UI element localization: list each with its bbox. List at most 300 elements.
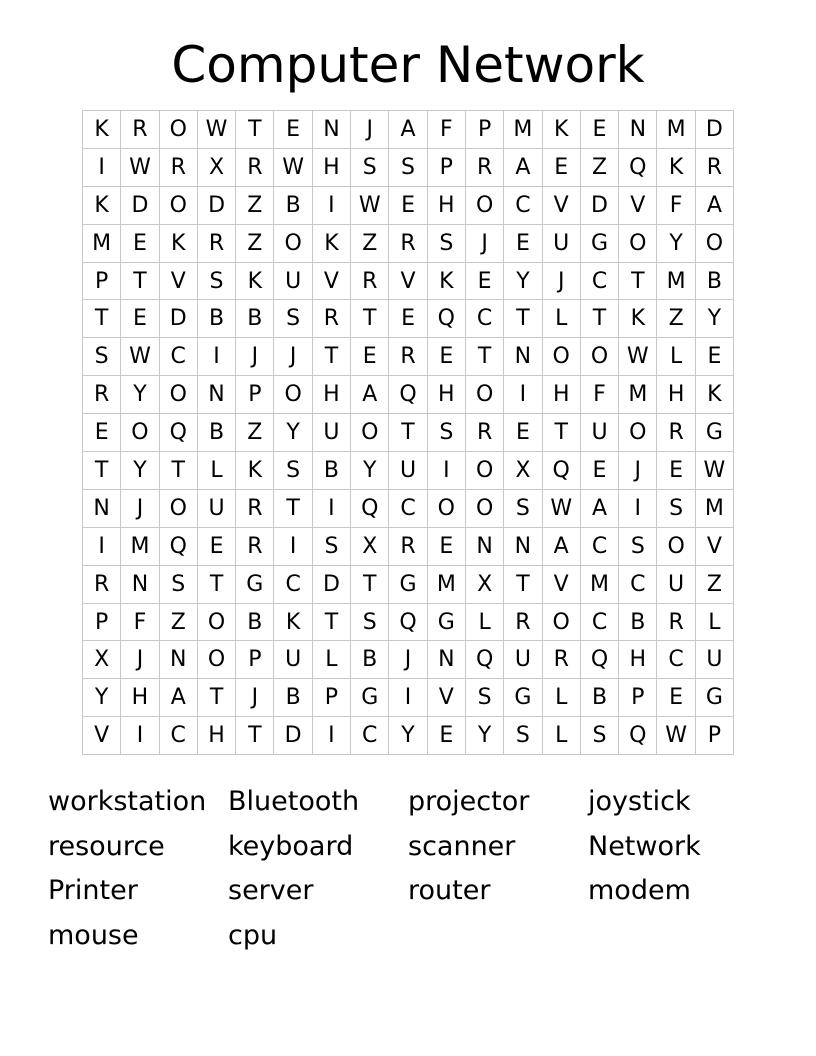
grid-letter: P bbox=[619, 679, 657, 717]
grid-letter: G bbox=[389, 565, 427, 603]
grid-letter: S bbox=[274, 452, 312, 490]
grid-letter: R bbox=[542, 641, 580, 679]
grid-letter: I bbox=[389, 679, 427, 717]
grid-letter: E bbox=[580, 452, 618, 490]
grid-letter: O bbox=[542, 338, 580, 376]
grid-letter: V bbox=[312, 262, 350, 300]
grid-letter: K bbox=[236, 262, 274, 300]
word-list-item: Network bbox=[588, 830, 701, 862]
grid-letter: U bbox=[389, 452, 427, 490]
grid-letter: H bbox=[619, 641, 657, 679]
grid-letter: R bbox=[83, 376, 121, 414]
grid-letter: X bbox=[504, 452, 542, 490]
grid-letter: Y bbox=[657, 224, 695, 262]
grid-letter: B bbox=[274, 186, 312, 224]
grid-letter: L bbox=[695, 603, 733, 641]
grid-letter: M bbox=[619, 376, 657, 414]
grid-letter: V bbox=[83, 717, 121, 755]
grid-letter: R bbox=[657, 603, 695, 641]
word-search-grid bbox=[82, 110, 734, 755]
grid-row bbox=[83, 489, 734, 527]
grid-letter: S bbox=[83, 338, 121, 376]
grid-letter: A bbox=[542, 527, 580, 565]
grid-letter: S bbox=[159, 565, 197, 603]
grid-letter: E bbox=[465, 262, 503, 300]
grid-letter: L bbox=[465, 603, 503, 641]
grid-letter: W bbox=[695, 452, 733, 490]
grid-row bbox=[83, 452, 734, 490]
grid-letter: O bbox=[465, 376, 503, 414]
grid-letter: Q bbox=[465, 641, 503, 679]
grid-letter: S bbox=[312, 527, 350, 565]
grid-letter: E bbox=[504, 414, 542, 452]
grid-letter: M bbox=[427, 565, 465, 603]
grid-letter: T bbox=[83, 300, 121, 338]
grid-letter: K bbox=[274, 603, 312, 641]
grid-letter: D bbox=[580, 186, 618, 224]
grid-letter: Y bbox=[121, 452, 159, 490]
grid-letter: O bbox=[657, 527, 695, 565]
grid-letter: L bbox=[312, 641, 350, 679]
grid-row bbox=[83, 111, 734, 149]
grid-letter: T bbox=[351, 300, 389, 338]
grid-letter: B bbox=[619, 603, 657, 641]
word-list-item: modem bbox=[588, 875, 691, 907]
grid-letter: E bbox=[657, 679, 695, 717]
grid-letter: C bbox=[580, 603, 618, 641]
grid-letter: R bbox=[389, 527, 427, 565]
grid-letter: R bbox=[465, 148, 503, 186]
grid-letter: Q bbox=[427, 300, 465, 338]
grid-letter: P bbox=[83, 262, 121, 300]
word-list-item: projector bbox=[408, 786, 530, 817]
grid-letter: M bbox=[121, 527, 159, 565]
grid-letter: J bbox=[236, 338, 274, 376]
grid-letter: E bbox=[695, 338, 733, 376]
grid-letter: R bbox=[695, 148, 733, 186]
grid-letter: J bbox=[351, 111, 389, 149]
grid-letter: E bbox=[657, 452, 695, 490]
grid-letter: S bbox=[504, 489, 542, 527]
grid-letter: W bbox=[657, 717, 695, 755]
grid-letter: C bbox=[619, 565, 657, 603]
grid-letter: D bbox=[274, 717, 312, 755]
grid-letter: J bbox=[465, 224, 503, 262]
grid-letter: E bbox=[389, 300, 427, 338]
grid-letter: N bbox=[197, 376, 235, 414]
word-list bbox=[48, 780, 788, 959]
grid-letter: B bbox=[197, 300, 235, 338]
grid-letter: L bbox=[542, 679, 580, 717]
grid-row bbox=[83, 148, 734, 186]
grid-letter: V bbox=[427, 679, 465, 717]
grid-letter: Q bbox=[619, 148, 657, 186]
grid-letter: E bbox=[504, 224, 542, 262]
grid-letter: U bbox=[274, 641, 312, 679]
grid-letter: O bbox=[619, 224, 657, 262]
grid-letter: A bbox=[504, 148, 542, 186]
grid-letter: R bbox=[236, 489, 274, 527]
grid-letter: T bbox=[236, 717, 274, 755]
grid-letter: B bbox=[695, 262, 733, 300]
grid-letter: K bbox=[695, 376, 733, 414]
grid-letter: R bbox=[121, 111, 159, 149]
grid-letter: Z bbox=[580, 148, 618, 186]
grid-letter: I bbox=[121, 717, 159, 755]
grid-letter: L bbox=[657, 338, 695, 376]
grid-letter: S bbox=[465, 679, 503, 717]
grid-letter: E bbox=[274, 111, 312, 149]
grid-letter: O bbox=[159, 376, 197, 414]
grid-letter: B bbox=[580, 679, 618, 717]
grid-letter: K bbox=[83, 186, 121, 224]
grid-letter: Z bbox=[695, 565, 733, 603]
grid-letter: P bbox=[695, 717, 733, 755]
grid-letter: T bbox=[197, 565, 235, 603]
grid-letter: O bbox=[197, 603, 235, 641]
grid-letter: C bbox=[274, 565, 312, 603]
grid-letter: Q bbox=[351, 489, 389, 527]
grid-letter: T bbox=[236, 111, 274, 149]
grid-letter: K bbox=[619, 300, 657, 338]
grid-letter: G bbox=[427, 603, 465, 641]
grid-letter: S bbox=[427, 224, 465, 262]
grid-letter: K bbox=[542, 111, 580, 149]
grid-letter: Y bbox=[83, 679, 121, 717]
grid-letter: W bbox=[274, 148, 312, 186]
word-list-item: Printer bbox=[48, 875, 138, 907]
grid-letter: Z bbox=[657, 300, 695, 338]
grid-letter: G bbox=[695, 414, 733, 452]
grid-letter: R bbox=[351, 262, 389, 300]
grid-letter: P bbox=[427, 148, 465, 186]
grid-letter: H bbox=[657, 376, 695, 414]
grid-letter: M bbox=[695, 489, 733, 527]
grid-letter: G bbox=[236, 565, 274, 603]
grid-letter: A bbox=[580, 489, 618, 527]
grid-letter: C bbox=[159, 338, 197, 376]
grid-letter: Q bbox=[389, 603, 427, 641]
grid-letter: H bbox=[197, 717, 235, 755]
grid-letter: R bbox=[159, 148, 197, 186]
grid-letter: O bbox=[427, 489, 465, 527]
grid-letter: W bbox=[197, 111, 235, 149]
grid-letter: L bbox=[197, 452, 235, 490]
grid-letter: O bbox=[274, 224, 312, 262]
grid-letter: N bbox=[159, 641, 197, 679]
grid-letter: U bbox=[695, 641, 733, 679]
grid-letter: N bbox=[504, 338, 542, 376]
grid-letter: X bbox=[465, 565, 503, 603]
grid-letter: Y bbox=[351, 452, 389, 490]
grid-letter: J bbox=[389, 641, 427, 679]
grid-letter: C bbox=[580, 527, 618, 565]
grid-letter: J bbox=[236, 679, 274, 717]
grid-letter: K bbox=[83, 111, 121, 149]
grid-letter: I bbox=[312, 717, 350, 755]
grid-letter: T bbox=[542, 414, 580, 452]
grid-letter: B bbox=[351, 641, 389, 679]
grid-letter: I bbox=[504, 376, 542, 414]
grid-letter: T bbox=[465, 338, 503, 376]
grid-letter: T bbox=[312, 603, 350, 641]
word-list-item: scanner bbox=[408, 830, 516, 862]
grid-letter: O bbox=[465, 489, 503, 527]
grid-letter: R bbox=[389, 338, 427, 376]
grid-letter: R bbox=[83, 565, 121, 603]
grid-letter: K bbox=[312, 224, 350, 262]
grid-letter: I bbox=[274, 527, 312, 565]
word-list-item: workstation bbox=[48, 786, 207, 817]
grid-letter: O bbox=[351, 414, 389, 452]
grid-letter: V bbox=[159, 262, 197, 300]
grid-letter: U bbox=[542, 224, 580, 262]
grid-row bbox=[83, 717, 734, 755]
word-list-item: resource bbox=[48, 830, 165, 862]
grid-letter: T bbox=[351, 565, 389, 603]
grid-letter: T bbox=[389, 414, 427, 452]
grid-letter: U bbox=[197, 489, 235, 527]
grid-letter: I bbox=[312, 186, 350, 224]
grid-letter: Z bbox=[351, 224, 389, 262]
grid-letter: J bbox=[542, 262, 580, 300]
grid-letter: E bbox=[83, 414, 121, 452]
grid-letter: I bbox=[312, 489, 350, 527]
grid-letter: Z bbox=[236, 224, 274, 262]
grid-letter: A bbox=[351, 376, 389, 414]
grid-letter: I bbox=[427, 452, 465, 490]
word-list-item: joystick bbox=[588, 786, 691, 817]
grid-letter: G bbox=[695, 679, 733, 717]
grid-letter: R bbox=[504, 603, 542, 641]
grid-letter: J bbox=[274, 338, 312, 376]
grid-letter: C bbox=[389, 489, 427, 527]
grid-letter: O bbox=[580, 338, 618, 376]
grid-letter: O bbox=[159, 186, 197, 224]
grid-row bbox=[83, 414, 734, 452]
grid-letter: V bbox=[542, 186, 580, 224]
grid-letter: C bbox=[580, 262, 618, 300]
grid-letter: I bbox=[83, 148, 121, 186]
grid-letter: S bbox=[274, 300, 312, 338]
grid-letter: G bbox=[351, 679, 389, 717]
grid-letter: V bbox=[619, 186, 657, 224]
grid-letter: N bbox=[83, 489, 121, 527]
grid-letter: R bbox=[465, 414, 503, 452]
grid-letter: U bbox=[504, 641, 542, 679]
grid-letter: R bbox=[236, 527, 274, 565]
grid-letter: S bbox=[504, 717, 542, 755]
grid-letter: R bbox=[236, 148, 274, 186]
grid-letter: K bbox=[427, 262, 465, 300]
grid-letter: E bbox=[197, 527, 235, 565]
grid-letter: D bbox=[312, 565, 350, 603]
grid-letter: Z bbox=[236, 414, 274, 452]
grid-letter: O bbox=[159, 111, 197, 149]
word-list-item: Bluetooth bbox=[228, 786, 360, 817]
grid-letter: F bbox=[580, 376, 618, 414]
grid-letter: Y bbox=[121, 376, 159, 414]
grid-letter: N bbox=[427, 641, 465, 679]
grid-letter: K bbox=[657, 148, 695, 186]
grid-letter: E bbox=[580, 111, 618, 149]
grid-letter: N bbox=[312, 111, 350, 149]
grid-row bbox=[83, 300, 734, 338]
word-list-item: router bbox=[408, 875, 491, 907]
grid-letter: R bbox=[312, 300, 350, 338]
grid-letter: C bbox=[159, 717, 197, 755]
grid-letter: Y bbox=[695, 300, 733, 338]
grid-letter: N bbox=[465, 527, 503, 565]
grid-letter: R bbox=[197, 224, 235, 262]
grid-letter: J bbox=[121, 489, 159, 527]
grid-letter: F bbox=[427, 111, 465, 149]
grid-letter: O bbox=[619, 414, 657, 452]
grid-letter: B bbox=[274, 679, 312, 717]
grid-letter: K bbox=[236, 452, 274, 490]
grid-letter: E bbox=[389, 186, 427, 224]
grid-letter: P bbox=[83, 603, 121, 641]
grid-letter: P bbox=[312, 679, 350, 717]
grid-letter: O bbox=[159, 489, 197, 527]
grid-letter: H bbox=[312, 148, 350, 186]
grid-letter: F bbox=[657, 186, 695, 224]
grid-letter: Z bbox=[236, 186, 274, 224]
grid-letter: M bbox=[657, 262, 695, 300]
grid-letter: R bbox=[389, 224, 427, 262]
grid-letter: X bbox=[197, 148, 235, 186]
grid-letter: B bbox=[197, 414, 235, 452]
grid-letter: J bbox=[619, 452, 657, 490]
grid-letter: O bbox=[274, 376, 312, 414]
grid-letter: B bbox=[312, 452, 350, 490]
grid-letter: V bbox=[542, 565, 580, 603]
grid-letter: V bbox=[695, 527, 733, 565]
grid-letter: A bbox=[389, 111, 427, 149]
grid-letter: X bbox=[83, 641, 121, 679]
grid-letter: D bbox=[695, 111, 733, 149]
grid-letter: D bbox=[159, 300, 197, 338]
grid-letter: B bbox=[236, 603, 274, 641]
grid-letter: G bbox=[580, 224, 618, 262]
grid-letter: I bbox=[83, 527, 121, 565]
grid-letter: O bbox=[121, 414, 159, 452]
grid-letter: T bbox=[580, 300, 618, 338]
grid-letter: H bbox=[121, 679, 159, 717]
grid-letter: T bbox=[504, 300, 542, 338]
grid-letter: S bbox=[197, 262, 235, 300]
grid-letter: W bbox=[619, 338, 657, 376]
grid-letter: T bbox=[312, 338, 350, 376]
grid-letter: E bbox=[542, 148, 580, 186]
grid-letter: W bbox=[542, 489, 580, 527]
grid-letter: K bbox=[159, 224, 197, 262]
grid-letter: V bbox=[389, 262, 427, 300]
grid-row bbox=[83, 262, 734, 300]
grid-letter: D bbox=[121, 186, 159, 224]
grid-letter: H bbox=[427, 186, 465, 224]
grid-letter: S bbox=[389, 148, 427, 186]
grid-letter: M bbox=[580, 565, 618, 603]
grid-row bbox=[83, 186, 734, 224]
grid-letter: Q bbox=[542, 452, 580, 490]
grid-letter: T bbox=[159, 452, 197, 490]
grid-letter: U bbox=[274, 262, 312, 300]
grid-letter: E bbox=[427, 527, 465, 565]
grid-letter: E bbox=[427, 338, 465, 376]
grid-letter: S bbox=[427, 414, 465, 452]
grid-letter: Y bbox=[465, 717, 503, 755]
grid-letter: D bbox=[197, 186, 235, 224]
grid-row bbox=[83, 679, 734, 717]
grid-letter: O bbox=[695, 224, 733, 262]
grid-row bbox=[83, 641, 734, 679]
grid-letter: Q bbox=[580, 641, 618, 679]
grid-letter: H bbox=[542, 376, 580, 414]
grid-letter: G bbox=[504, 679, 542, 717]
grid-row bbox=[83, 527, 734, 565]
grid-letter: E bbox=[427, 717, 465, 755]
grid-letter: Q bbox=[159, 527, 197, 565]
grid-letter: T bbox=[197, 679, 235, 717]
grid-letter: U bbox=[312, 414, 350, 452]
grid-letter: I bbox=[197, 338, 235, 376]
grid-letter: C bbox=[351, 717, 389, 755]
grid-letter: T bbox=[121, 262, 159, 300]
grid-letter: L bbox=[542, 717, 580, 755]
grid-letter: O bbox=[465, 452, 503, 490]
grid-letter: Q bbox=[389, 376, 427, 414]
grid-letter: S bbox=[580, 717, 618, 755]
word-list-item: cpu bbox=[228, 920, 278, 952]
grid-letter: Y bbox=[504, 262, 542, 300]
grid-letter: M bbox=[83, 224, 121, 262]
grid-letter: C bbox=[504, 186, 542, 224]
grid-letter: S bbox=[351, 603, 389, 641]
grid-letter: W bbox=[121, 338, 159, 376]
grid-letter: T bbox=[619, 262, 657, 300]
grid-letter: H bbox=[427, 376, 465, 414]
grid-letter: R bbox=[657, 414, 695, 452]
grid-letter: Q bbox=[619, 717, 657, 755]
grid-letter: T bbox=[274, 489, 312, 527]
grid-letter: P bbox=[236, 376, 274, 414]
grid-letter: S bbox=[619, 527, 657, 565]
grid-row bbox=[83, 565, 734, 603]
grid-letter: Y bbox=[274, 414, 312, 452]
grid-letter: U bbox=[657, 565, 695, 603]
grid-letter: P bbox=[465, 111, 503, 149]
grid-letter: E bbox=[351, 338, 389, 376]
grid-letter: Y bbox=[389, 717, 427, 755]
grid-letter: C bbox=[465, 300, 503, 338]
grid-letter: O bbox=[197, 641, 235, 679]
grid-letter: M bbox=[657, 111, 695, 149]
grid-letter: C bbox=[657, 641, 695, 679]
grid-letter: W bbox=[351, 186, 389, 224]
grid-letter: S bbox=[351, 148, 389, 186]
grid-letter: W bbox=[121, 148, 159, 186]
grid-letter: J bbox=[121, 641, 159, 679]
word-list-item: mouse bbox=[48, 920, 139, 952]
grid-letter: A bbox=[159, 679, 197, 717]
grid-row bbox=[83, 224, 734, 262]
grid-letter: Z bbox=[159, 603, 197, 641]
grid-letter: L bbox=[542, 300, 580, 338]
grid-letter: N bbox=[121, 565, 159, 603]
grid-letter: T bbox=[83, 452, 121, 490]
grid-letter: Q bbox=[159, 414, 197, 452]
